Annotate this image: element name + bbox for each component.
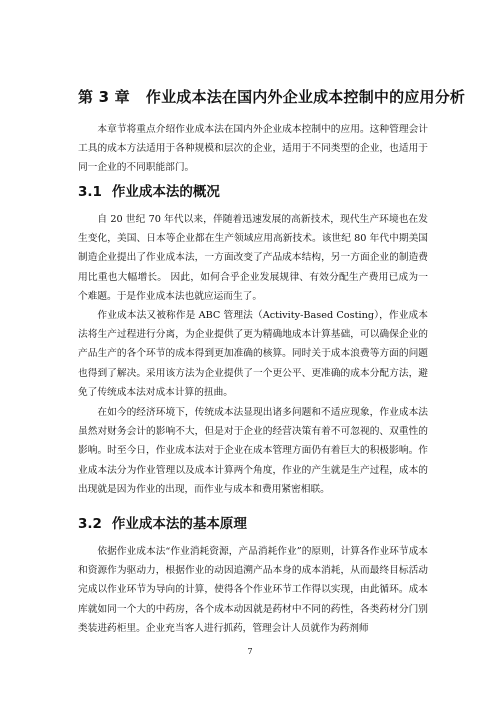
section-number: 3.1 <box>78 184 102 200</box>
paragraph: 自 20 世纪 70 年代以来，伴随着迅速发展的高新技术，现代生产环境也在发生变化，美国、日本等企业都在生产领域应用高新技术。该世纪 80 年代中期美国制造企业提出了作业成本法，一方面改变了产品成本结构，另一方面企业的制造费用比重也大幅增长。 因此，如何合乎企业发展规律、有效分配生产费用已成为一个难题。于是作业成本法也就应运而生了。 <box>78 214 428 302</box>
section-number: 3.2 <box>78 516 102 532</box>
section-title-text: 作业成本法的基本原理 <box>111 516 247 532</box>
paragraph: 作业成本法又被称作是 ABC 管理法（Activity-Based Costing），作业成本法将生产过程进行分离，为企业提供了更为精确地成本计算基础，可以确保企业的产品生产的各个环节的成本得到更加准确的核算。同时关于成本浪费等方面的问题也得到了解决。采用该方法为企业提供了一个更公平、更准确的成本分配方法，避免了传统成本法对成本计算的扭曲。 <box>78 310 428 398</box>
chapter-number: 第 3 章 <box>78 88 130 106</box>
page-number: 7 <box>247 647 253 656</box>
chapter-heading <box>78 87 466 107</box>
section-title-text: 作业成本法的概况 <box>111 184 220 200</box>
section-heading-3-1 <box>78 183 220 201</box>
paragraph: 依据作业成本法“作业消耗资源，产品消耗作业”的原则，计算各作业环节成本和资源作为驱动力，根据作业的动因追溯产品本身的成本消耗，从而最终目标活动完成以作业环节为导向的计算，使得各个作业环节工作得以实现，由此循环。成本库就如同一个大的中药房，各个成本动因就是药材中不同的药性，各类药材分门别类装进药柜里。企业充当客人进行抓药，管理会计人员就作为药剂师 <box>78 546 428 634</box>
section-heading-3-2 <box>78 515 247 533</box>
intro-paragraph: 本章节将重点介绍作业成本法在国内外企业成本控制中的应用。这种管理会计工具的成本方法适用于各种规模和层次的企业，适用于不同类型的企业，也适用于同一企业的不同职能部门。 <box>78 124 428 174</box>
chapter-title-text: 作业成本法在国内外企业成本控制中的应用分析 <box>145 88 466 106</box>
paragraph: 在如今的经济环境下，传统成本法显现出诸多问题和不适应现象，作业成本法虽然对财务会计的影响不大，但是对于企业的经营决策有着不可忽视的、双重性的影响。时至今日，作业成本法对于企业在成本管理方面仍有着巨大的积极影响。作业成本法分为作业管理以及成本计算两个角度，作业的产生就是生产过程，成本的出现就是因为作业的出现，而作业与成本和费用紧密相联。 <box>78 407 428 495</box>
